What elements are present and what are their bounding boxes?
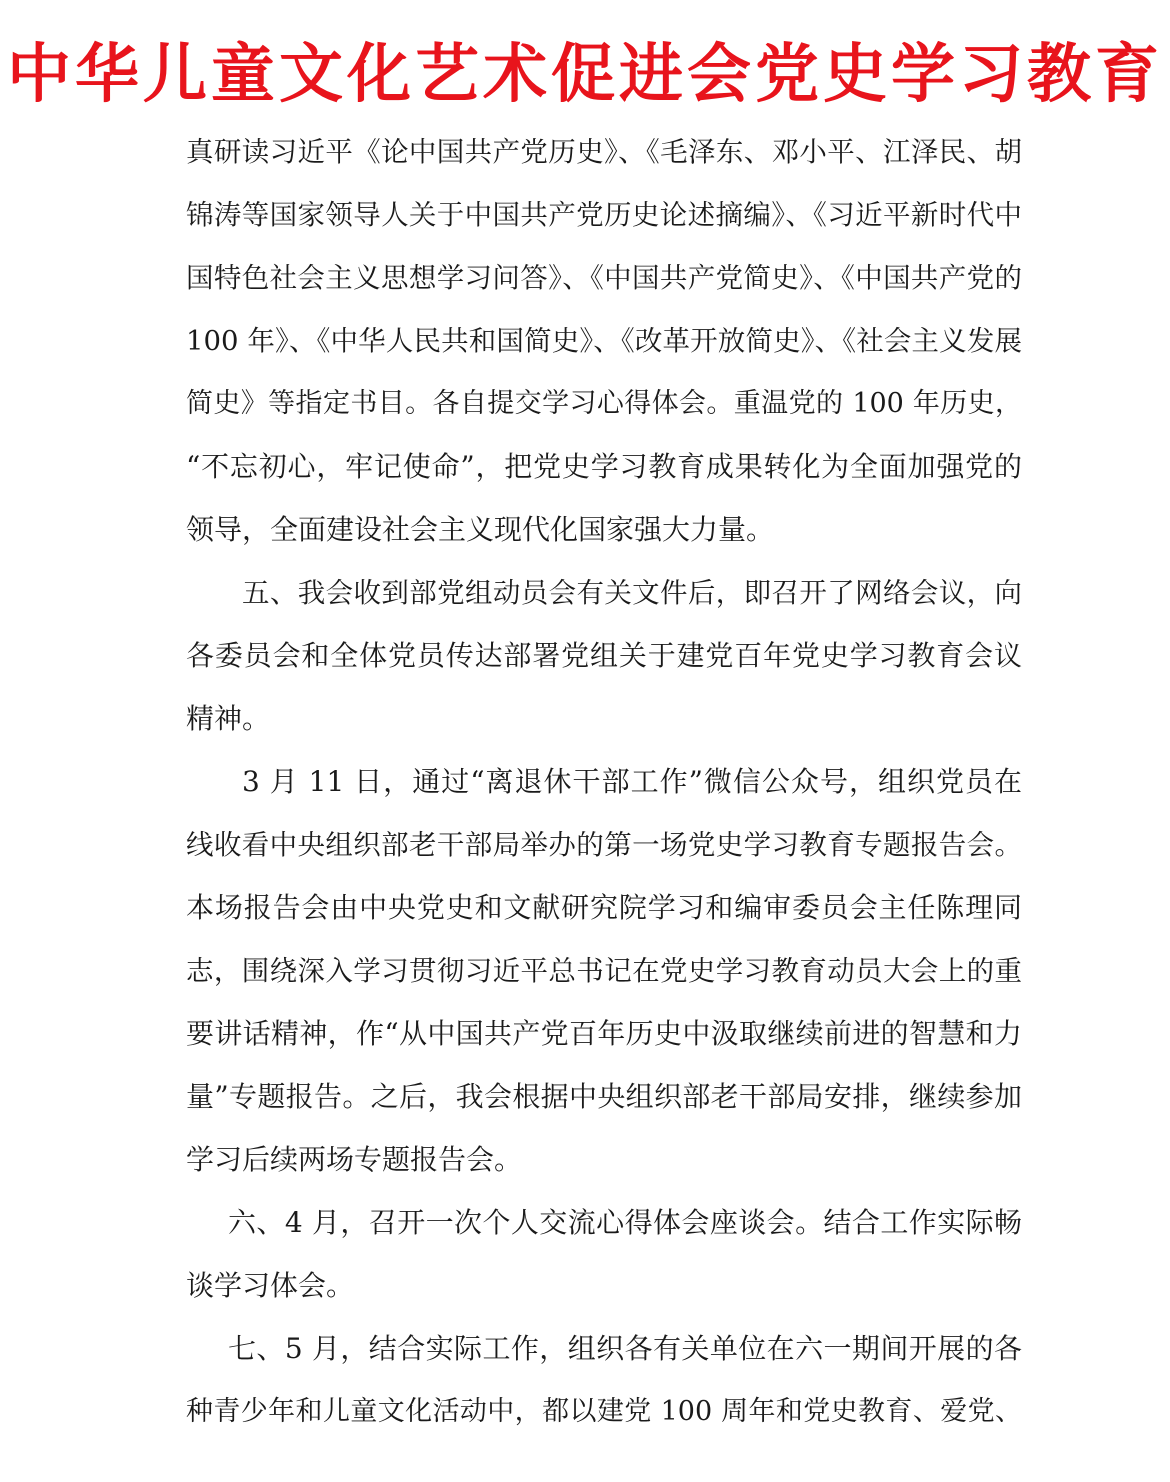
text-line: 志，围绕深入学习贯彻习近平总书记在党史学习教育动员大会上的重 [186,955,1022,987]
text-line: 线收看中央组织部老干部局举办的第一场党史学习教育专题报告会。 [186,829,1022,861]
text-line: 简史》等指定书目。各自提交学习心得体会。重温党的 100 年历史， [186,388,1022,419]
text-line: 真研读习近平《论中国共产党历史》、《毛泽东、邓小平、江泽民、胡 [186,136,1022,168]
text-line: 种青少年和儿童文化活动中，都以建党 100 周年和党史教育、爱党、 [186,1396,1022,1427]
text-line: 国特色社会主义思想学习问答》、《中国共产党简史》、《中国共产党的 [186,262,1022,294]
text-line: 100 年》、《中华人民共和国简史》、《改革开放简史》、《社会主义发展 [186,325,1022,357]
text-line: 锦涛等国家领导人关于中国共产党历史论述摘编》、《习近平新时代中 [186,199,1022,231]
text-line: 精神。 [186,702,271,735]
text-line: 量”专题报告。之后，我会根据中央组织部老干部局安排，继续参加 [186,1080,1022,1113]
text-line: 要讲话精神，作“从中国共产党百年历史中汲取继续前进的智慧和力 [186,1017,1022,1050]
text-line: 3 月 11 日，通过“离退休干部工作”微信公众号，组织党员在 [242,765,1022,798]
text-line: 六、4 月，召开一次个人交流心得体会座谈会。结合工作实际畅 [228,1206,1022,1239]
text-line: “不忘初心，牢记使命”，把党史学习教育成果转化为全面加强党的 [186,450,1022,483]
text-line: 谈学习体会。 [186,1269,355,1302]
document-title: 中华儿童文化艺术促进会党史学习教育 [7,38,1163,112]
text-line: 领导，全面建设社会主义现代化国家强大力量。 [186,513,775,546]
text-line: 五、我会收到部党组动员会有关文件后，即召开了网络会议，向 [242,577,1022,609]
text-line: 学习后续两场专题报告会。 [186,1143,523,1176]
text-line: 各委员会和全体党员传达部署党组关于建党百年党史学习教育会议 [186,639,1022,672]
text-line: 本场报告会由中央党史和文献研究院学习和编审委员会主任陈理同 [186,891,1022,924]
text-line: 七、5 月，结合实际工作，组织各有关单位在六一期间开展的各 [228,1332,1022,1365]
